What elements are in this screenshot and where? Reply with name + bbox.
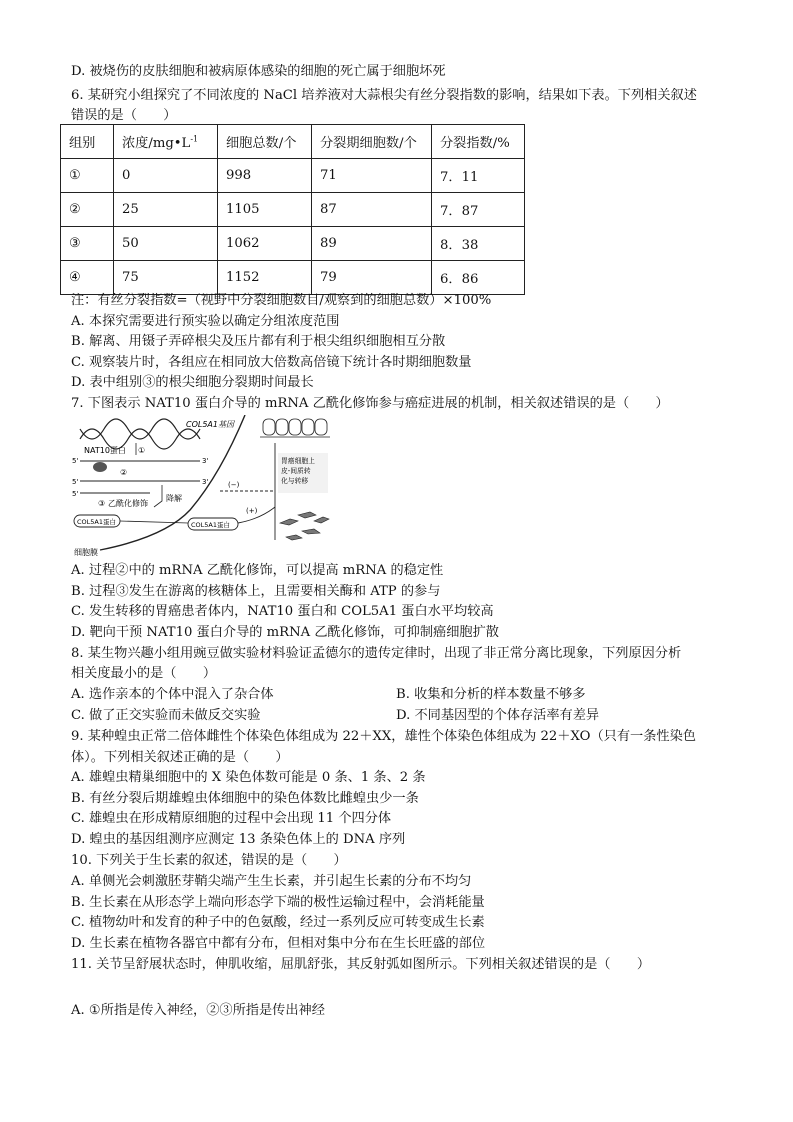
- q9-option-a: A. 雄蝗虫精巢细胞中的 X 染色体数可能是 0 条、1 条、2 条: [71, 770, 426, 785]
- q8-option-b: B. 收集和分析的样本数量不够多: [396, 687, 586, 702]
- emt-label-2: 皮-间质转: [281, 467, 311, 475]
- q7-figure: [70, 415, 370, 557]
- table-row: [61, 227, 525, 261]
- q8-option-c: C. 做了正交实验而未做反交实验: [71, 708, 261, 723]
- table-header-row: [61, 125, 525, 159]
- q10-stem: 10. 下列关于生长素的叙述，错误的是（ ）: [71, 853, 347, 868]
- table-cell: 1062: [218, 227, 312, 261]
- q8-stem-line1: 8. 某生物兴趣小组用豌豆做实验材料验证孟德尔的遗传定律时，出现了非正常分离比现象，下列原因分析: [71, 646, 682, 661]
- q10-option-b: B. 生长素在从形态学上端向形态学下端的极性运输过程中，会消耗能量: [71, 895, 485, 910]
- table-cell: 25: [114, 193, 218, 227]
- q6-stem-line2: 错误的是（ ）: [71, 108, 177, 123]
- q9-option-b: B. 有丝分裂后期雄蝗虫体细胞中的染色体数比雌蝗虫少一条: [71, 791, 419, 806]
- header-cell: 分裂期细胞数/个: [312, 125, 432, 159]
- q6-option-c: C. 观察装片时，各组应在相同放大倍数高倍镜下统计各时期细胞数量: [71, 355, 472, 370]
- q7-stem: 7. 下图表示 NAT10 蛋白介导的 mRNA 乙酰化修饰参与癌症进展的机制，相关叙述错误的是（ ）: [71, 396, 669, 411]
- table-cell: 7．87: [432, 193, 525, 227]
- q8-option-d: D. 不同基因型的个体存活率有差异: [396, 708, 600, 723]
- degrade-label: 降解: [166, 494, 182, 503]
- protein-label: COL5A1蛋白: [77, 518, 116, 526]
- mesenchymal-cells-icon: [280, 512, 329, 540]
- membrane-label: 细胞膜: [74, 548, 98, 557]
- q6-option-a: A. 本探究需要进行预实验以确定分组浓度范围: [71, 314, 340, 329]
- q9-stem-line2: 体）。下列相关叙述正确的是（ ）: [71, 750, 289, 765]
- table-cell: 87: [312, 193, 432, 227]
- nat10-label: NAT10蛋白: [84, 446, 126, 455]
- q6-note: 注：有丝分裂指数=（视野中分裂细胞数目/观察到的细胞总数）×100%: [71, 293, 492, 308]
- q8-stem-line2: 相关度最小的是（ ）: [71, 666, 217, 681]
- header-cell: 组别: [61, 125, 114, 159]
- table-row: [61, 193, 525, 227]
- table-cell: 8．38: [432, 227, 525, 261]
- header-cell: 细胞总数/个: [218, 125, 312, 159]
- table-row: [61, 159, 525, 193]
- table-cell: 6．86: [432, 261, 525, 295]
- q7-option-c: C. 发生转移的胃癌患者体内，NAT10 蛋白和 COL5A1 蛋白水平均较高: [71, 604, 494, 619]
- q7-option-b: B. 过程③发生在游离的核糖体上，且需要相关酶和 ATP 的参与: [71, 584, 441, 599]
- table-cell: ②: [61, 193, 114, 227]
- nat10-protein-shape: [93, 462, 107, 472]
- q5-option-d: D. 被烧伤的皮肤细胞和被病原体感染的细胞的死亡属于细胞坏死: [71, 64, 446, 79]
- q7-option-a: A. 过程②中的 mRNA 乙酰化修饰，可以提高 mRNA 的稳定性: [71, 563, 444, 578]
- prime-3-label-2: 3': [202, 478, 209, 486]
- epithelial-cells-icon: [260, 419, 330, 437]
- table-cell: 998: [218, 159, 312, 193]
- emt-label-1: 胃癌细胞上: [281, 457, 315, 465]
- q6-table: [60, 124, 525, 295]
- header-cell-concentration: 浓度$/mg•L^{-1}$: [114, 125, 218, 159]
- q11-stem: 11. 关节呈舒展状态时，伸肌收缩，屈肌舒张，其反射弧如图所示。下列相关叙述错误的是（ ）: [71, 957, 651, 972]
- header-cell: 分裂指数/%: [432, 125, 525, 159]
- q9-option-d: D. 蝗虫的基因组测序应测定 13 条染色体上的 DNA 序列: [71, 832, 406, 847]
- minus-label: (−): [228, 481, 240, 489]
- table-cell: 79: [312, 261, 432, 295]
- table-cell: 0: [114, 159, 218, 193]
- table-cell: 71: [312, 159, 432, 193]
- q9-option-c: C. 雄蝗虫在形成精原细胞的过程中会出现 11 个四分体: [71, 811, 392, 826]
- q6-stem-line1: 6. 某研究小组探究了不同浓度的 NaCl 培养液对大蒜根尖有丝分裂指数的影响，结果如下表。下列相关叙述: [71, 88, 697, 103]
- gene-label: COL5A1基因: [186, 420, 234, 429]
- step-2-label: ②: [120, 468, 128, 477]
- plus-label: (+): [246, 507, 258, 515]
- table-cell: 50: [114, 227, 218, 261]
- table-cell: 7．11: [432, 159, 525, 193]
- table-row: [61, 261, 525, 295]
- q7-option-d: D. 靶向干预 NAT10 蛋白介导的 mRNA 乙酰化修饰，可抑制癌细胞扩散: [71, 625, 499, 640]
- table-cell: ④: [61, 261, 114, 295]
- q6-option-d: D. 表中组别③的根尖细胞分裂期时间最长: [71, 375, 314, 390]
- table-cell: 89: [312, 227, 432, 261]
- step-3-label: ③: [98, 499, 106, 508]
- table-cell: 1152: [218, 261, 312, 295]
- table-cell: ①: [61, 159, 114, 193]
- q10-option-c: C. 植物幼叶和发育的种子中的色氨酸，经过一系列反应可转变成生长素: [71, 915, 485, 930]
- q10-option-a: A. 单侧光会刺激胚芽鞘尖端产生生长素，并引起生长素的分布不均匀: [71, 874, 472, 889]
- q6-option-b: B. 解离、用镊子弄碎根尖及压片都有利于根尖组织细胞相互分散: [71, 334, 446, 349]
- emt-label-3: 化与转移: [281, 477, 309, 485]
- acetyl-label: 乙酰化修饰: [108, 499, 148, 508]
- q10-option-d: D. 生长素在植物各器官中都有分布，但相对集中分布在生长旺盛的部位: [71, 936, 486, 951]
- q11-option-a: A. ①所指是传入神经，②③所指是传出神经: [71, 1003, 325, 1018]
- prime-5-label-3: 5': [72, 490, 79, 498]
- prime-5-label-2: 5': [72, 478, 79, 486]
- prime-5-label: 5': [72, 457, 79, 465]
- table-cell: 1105: [218, 193, 312, 227]
- q8-option-a: A. 选作亲本的个体中混入了杂合体: [71, 687, 274, 702]
- prime-3-label: 3': [202, 457, 209, 465]
- protein-label-2: COL5A1蛋白: [191, 521, 230, 529]
- table-cell: 75: [114, 261, 218, 295]
- q9-stem-line1: 9. 某种蝗虫正常二倍体雌性个体染色体组成为 22＋XX，雄性个体染色体组成为 22＋XO（只有一条性染色: [71, 729, 696, 744]
- step-1-label: ①: [138, 446, 146, 455]
- table-cell: ③: [61, 227, 114, 261]
